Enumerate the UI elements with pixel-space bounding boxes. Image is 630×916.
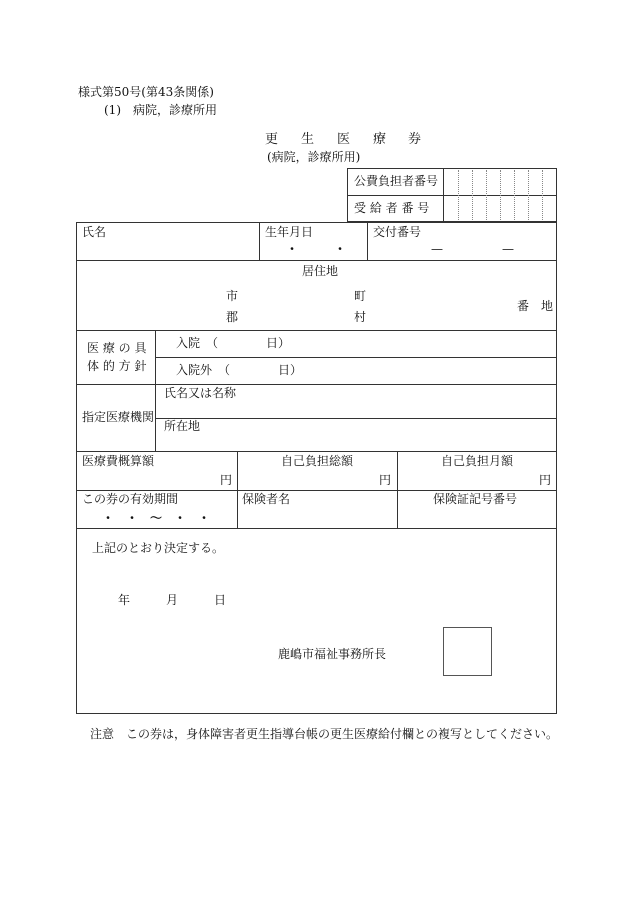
- birth-date-label: 生年月日: [265, 225, 314, 239]
- form-number: 様式第50号(第43条関係): [78, 85, 214, 99]
- self-pay-total-yen: 円: [379, 473, 392, 487]
- validity-period-label: この券の有効期間: [82, 492, 179, 506]
- title-char-2: 生: [301, 132, 315, 147]
- issue-number-label: 交付番号: [373, 225, 422, 239]
- facility-name-label: 氏名又は名称: [164, 386, 237, 400]
- medical-policy-label-line1: 医 療 の 具: [87, 341, 147, 355]
- medical-policy-label-line2: 体 的 方 針: [87, 359, 147, 373]
- facility-location-label: 所在地: [164, 419, 201, 433]
- self-pay-monthly-label: 自己負担月額: [441, 454, 514, 468]
- title-char-1: 更: [265, 132, 279, 147]
- self-pay-total-label: 自己負担総額: [281, 454, 354, 468]
- self-pay-monthly-yen: 円: [539, 473, 552, 487]
- title-char-4: 療: [373, 132, 387, 147]
- inpatient-days: 入院 （ 日）: [176, 336, 291, 350]
- insurance-card-number-label: 保険証記号番号: [433, 492, 518, 506]
- address-label: 居住地: [302, 264, 339, 278]
- title-char-5: 券: [408, 132, 422, 147]
- decision-statement: 上記のとおり決定する。: [92, 541, 225, 555]
- issue-number-dash-2: —: [502, 242, 514, 256]
- address-village: 村: [354, 310, 367, 324]
- insurer-name-label: 保険者名: [242, 492, 291, 506]
- outpatient-days: 入院外 （ 日）: [176, 363, 303, 377]
- seal-box: [443, 627, 492, 676]
- document-subtitle: (病院，診療所用): [267, 150, 361, 164]
- address-city: 市: [226, 289, 239, 303]
- decision-date: 年 月 日: [118, 593, 227, 607]
- title-char-3: 医: [337, 132, 351, 147]
- issuer-title: 鹿嶋市福祉事務所長: [278, 647, 387, 661]
- recipient-number-label: 受 給 者 番 号: [354, 201, 430, 215]
- public-payer-number-label: 公費負担者番号: [354, 174, 439, 188]
- address-town: 町: [354, 289, 367, 303]
- birth-date-dots: ・ ・: [286, 242, 347, 256]
- designated-facility-label: 指定医療機関: [82, 410, 155, 424]
- address-county: 郡: [226, 310, 239, 324]
- form-sub-number: (1) 病院，診療所用: [104, 103, 217, 117]
- medical-cost-estimate-label: 医療費概算額: [82, 454, 155, 468]
- name-label: 氏名: [82, 225, 107, 239]
- validity-period-dots: ・ ・ 〜 ・ ・: [102, 511, 211, 525]
- issue-number-dash-1: —: [431, 242, 443, 256]
- medical-cost-estimate-yen: 円: [220, 473, 233, 487]
- footer-note: 注意 この券は，身体障害者更生指導台帳の更生医療給付欄との複写としてください。: [90, 727, 559, 741]
- address-banchi: 番 地: [517, 299, 554, 313]
